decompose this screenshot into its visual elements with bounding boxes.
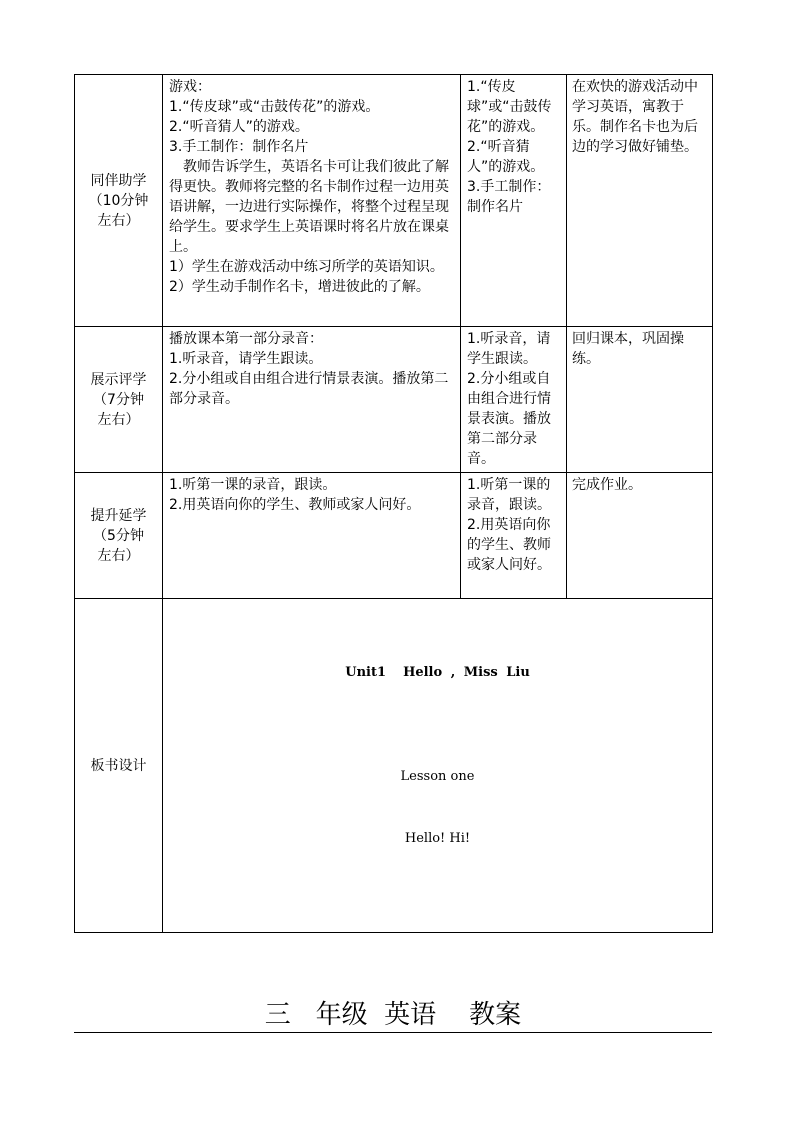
board-greeting: Hello! Hi! xyxy=(404,831,471,846)
student-cell xyxy=(461,473,567,599)
activity-cell xyxy=(163,327,461,473)
student-cell xyxy=(461,327,567,473)
activity-line: 2.“听音猜人”的游戏。 xyxy=(169,119,309,135)
stage-cell xyxy=(75,75,163,327)
table-row xyxy=(75,599,713,933)
activity-line: 2.用英语向你的学生、教师或家人问好。 xyxy=(169,497,421,513)
student-cell xyxy=(461,75,567,327)
activity-line: 1.听录音，请学生跟读。 xyxy=(169,351,323,367)
table-row xyxy=(75,327,713,473)
activity-line: 播放课本第一部分录音： xyxy=(169,331,323,347)
purpose-cell xyxy=(567,473,713,599)
activity-line: 2.分小组或自由组合进行情景表演。播放第二部分录音。 xyxy=(169,371,449,407)
board-title: Unit1 Hello , Miss Liu xyxy=(345,665,530,680)
activity-line: 1.听第一课的录音，跟读。 xyxy=(169,477,337,493)
activity-line: 1.“传皮球”或“击鼓传花”的游戏。 xyxy=(169,99,380,115)
footer-title: 三 年级 英语 教案 xyxy=(74,992,712,1033)
activity-cell xyxy=(163,473,461,599)
stage-label: 提升延学 （5分钟 左右） xyxy=(90,507,147,564)
stage-cell xyxy=(75,473,163,599)
board-design-cell xyxy=(163,599,713,933)
activity-paragraph: 教师告诉学生，英语名卡可让我们彼此了解得更快。教师将完整的名卡制作过程一边用英语讲解，一边进行实际操作，将整个过程呈现给学生。要求学生上英语课时将名片放在课桌上。 xyxy=(169,159,449,255)
board-lesson: Lesson one xyxy=(400,769,475,784)
student-activity: 1.听录音，请学生跟读。 2.分小组或自由组合进行情景表演。播放第二部分录音。 xyxy=(467,331,551,467)
stage-label: 同伴助学 （10分钟 左右） xyxy=(88,172,149,229)
student-activity: 1.“传皮球”或“击鼓传花”的游戏。 2.“听音猜人”的游戏。 3.手工制作：制作名片 xyxy=(467,79,552,215)
table-row xyxy=(75,75,713,327)
purpose-text: 完成作业。 xyxy=(572,477,642,493)
lesson-plan-table xyxy=(74,74,713,933)
activity-line: 3.手工制作：制作名片 xyxy=(169,139,309,155)
table-row xyxy=(75,473,713,599)
purpose-cell xyxy=(567,327,713,473)
activity-line: 1）学生在游戏活动中练习所学的英语知识。 xyxy=(169,259,444,275)
student-activity: 1.听第一课的录音，跟读。 2.用英语向你的学生、教师或家人问好。 xyxy=(467,477,551,573)
purpose-text: 在欢快的游戏活动中学习英语，寓教于乐。制作名卡也为后边的学习做好铺垫。 xyxy=(572,79,698,155)
purpose-cell xyxy=(567,75,713,327)
stage-label: 展示评学 （7分钟 左右） xyxy=(90,371,147,428)
stage-cell xyxy=(75,327,163,473)
activity-line: 2）学生动手制作名卡，增进彼此的了解。 xyxy=(169,279,430,295)
purpose-text: 回归课本，巩固操练。 xyxy=(572,331,684,367)
board-label-cell xyxy=(75,599,163,933)
activity-line: 游戏： xyxy=(169,79,211,95)
activity-cell xyxy=(163,75,461,327)
board-label: 板书设计 xyxy=(90,757,147,774)
